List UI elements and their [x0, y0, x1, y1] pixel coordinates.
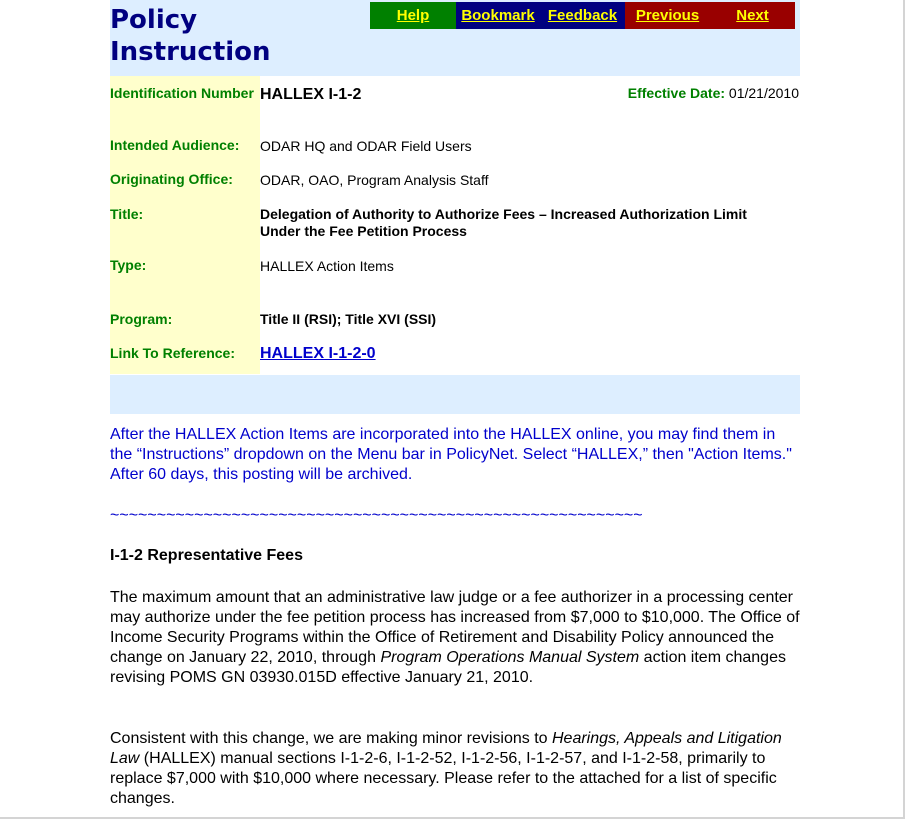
- section-heading: I-1-2 Representative Fees: [110, 547, 303, 564]
- header-band: [110, 0, 800, 76]
- reference-link[interactable]: HALLEX I-1-2-0: [260, 345, 376, 362]
- help-link[interactable]: Help: [370, 2, 456, 29]
- effective-date: [560, 85, 799, 102]
- identification-label: Identification Number: [110, 85, 254, 101]
- title-value: Delegation of Authority to Authorize Fees – Increased Authorization Limit Under the Fee Petition Process: [260, 206, 747, 239]
- program-label: Program:: [110, 311, 173, 327]
- divider-band: [110, 375, 800, 414]
- paragraph-2-text-a: Consistent with this change, we are making minor revisions to: [110, 730, 552, 747]
- reference-label: Link To Reference:: [110, 345, 235, 361]
- program-value: Title II (RSI); Title XVI (SSI): [260, 311, 437, 327]
- office-label: Originating Office:: [110, 171, 233, 187]
- effective-date-label: Effective Date:: [627, 85, 726, 101]
- previous-link[interactable]: Previous: [625, 2, 710, 29]
- paragraph-1-text-b: action item changes revising POMS GN 03930.015D effective January 21, 2010.: [110, 649, 786, 686]
- audience-value: ODAR HQ and ODAR Field Users: [260, 138, 472, 154]
- bookmark-link[interactable]: Bookmark: [456, 2, 540, 29]
- archive-notice: After the HALLEX Action Items are incorporated into the HALLEX online, you may find them in the “Instructions” dropdown on the Menu bar in PolicyNet. Select “HALLEX,” then "Action Items." After 60 days, this posting will be archived.: [110, 426, 792, 483]
- next-link[interactable]: Next: [710, 2, 795, 29]
- office-value: ODAR, OAO, Program Analysis Staff: [260, 172, 489, 188]
- title-label: Title:: [110, 206, 144, 222]
- type-value: HALLEX Action Items: [260, 258, 394, 274]
- audience-label: Intended Audience:: [110, 137, 240, 153]
- page-title: [110, 4, 310, 68]
- paragraph-2: [110, 729, 800, 809]
- tilde-separator: ~~~~~~~~~~~~~~~~~~~~~~~~~~~~~~~~~~~~~~~~~~~~~~~~~~~~~~~~~: [110, 508, 643, 524]
- page-title-line2: Instruction: [110, 37, 271, 67]
- paragraph-2-text-b: (HALLEX) manual sections I-1-2-6, I-1-2-52, I-1-2-56, I-1-2-57, and I-1-2-58, primarily to replace $7,000 with $10,000 where necessary. Please refer to the attached for a list of specific changes.: [110, 750, 777, 807]
- paragraph-1-emphasis: Program Operations Manual System: [380, 649, 640, 666]
- type-label: Type:: [110, 257, 147, 273]
- label-column: [110, 76, 260, 374]
- page-title-line1: Policy: [110, 5, 198, 35]
- paragraph-1-text-a: The maximum amount that an administrative law judge or a fee authorizer in a processing center may authorize under the fee petition process has increased from $7,000 to $10,000. The Office of Income Security Programs within the Office of Retirement and Disability Policy announced the change on January 22, 2010, through: [110, 589, 800, 666]
- feedback-link[interactable]: Feedback: [540, 2, 625, 29]
- paragraph-2-emphasis: Hearings, Appeals and Litigation Law: [110, 730, 782, 767]
- effective-date-value: 01/21/2010: [728, 85, 799, 101]
- nav-bar: [370, 2, 795, 29]
- identification-value: HALLEX I-1-2: [260, 86, 362, 103]
- paragraph-1: [110, 588, 800, 688]
